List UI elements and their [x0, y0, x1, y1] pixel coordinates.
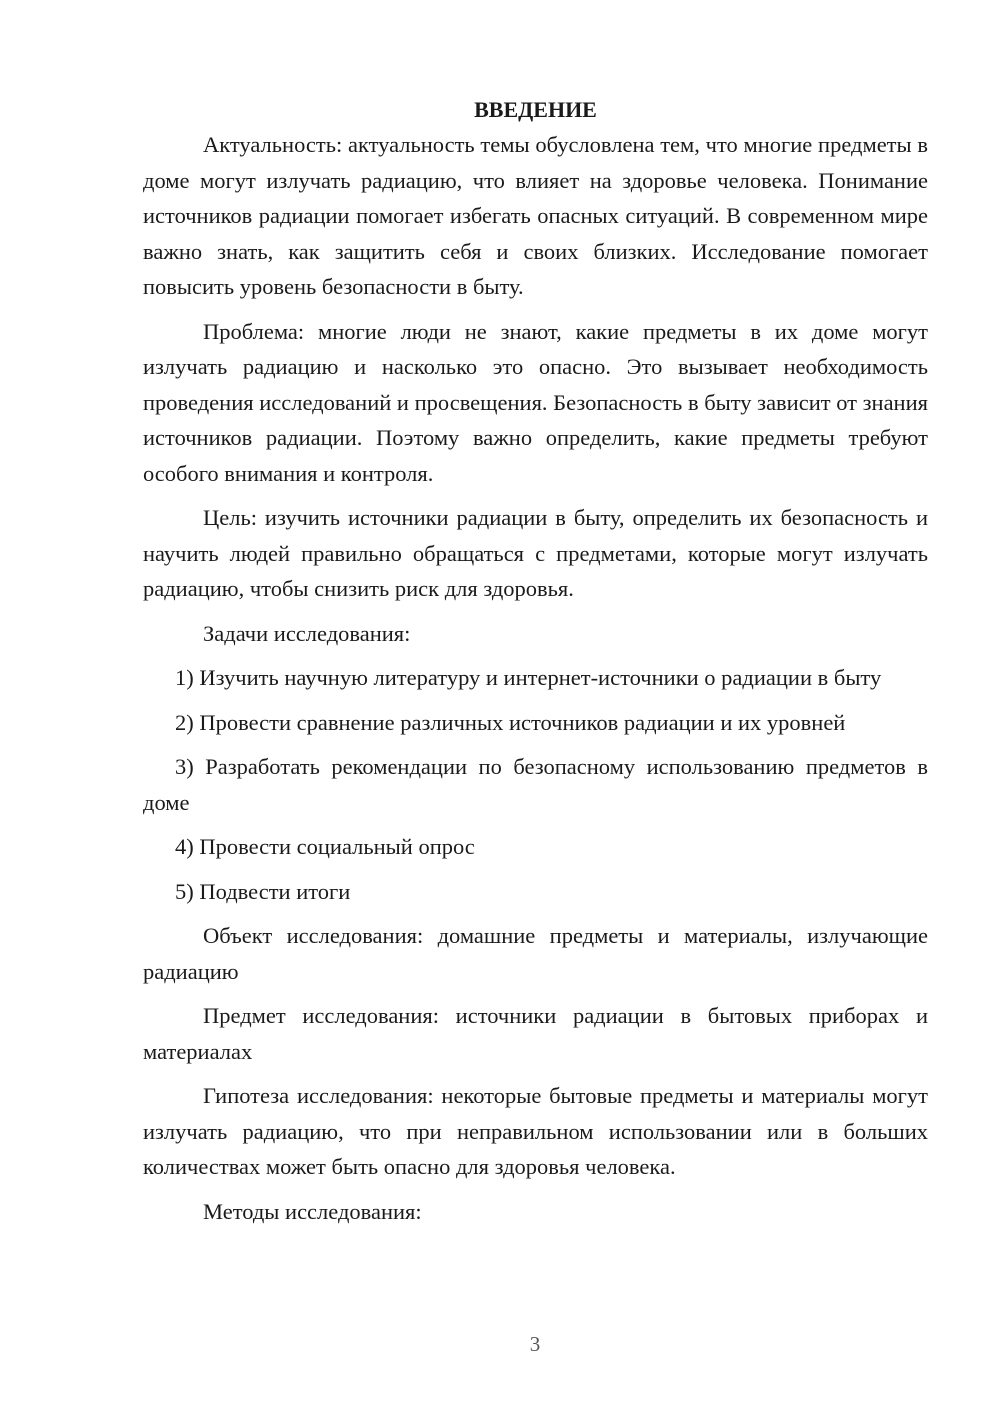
goal-paragraph: Цель: изучить источники радиации в быту, определить их безопасность и научить людей правильно обращаться с предметами, которые могут излучать радиацию, чтобы снизить риск для здоровья.: [143, 505, 928, 601]
object-paragraph: Объект исследования: домашние предметы и материалы, излучающие радиацию: [143, 923, 928, 984]
task-item-1: 1) Изучить научную литературу и интернет-источники о радиации в быту: [175, 665, 882, 690]
page-content: [143, 92, 928, 1238]
task-item-2: 2) Провести сравнение различных источников радиации и их уровней: [175, 709, 846, 735]
task-item-3: 3) Разработать рекомендации по безопасному использованию предметов в доме: [143, 754, 928, 815]
page-number: 3: [529, 1332, 541, 1356]
relevance-paragraph: Актуальность: актуальность темы обусловлена тем, что многие предметы в доме могут излучать радиацию, что влияет на здоровье человека. Понимание источников радиации помогает избегать опасных ситуаций. В современном мире важно знать, как защитить себя и своих близких. Исследование помогает повысить уровень безопасности в быту.: [143, 132, 928, 299]
task-item-4: 4) Провести социальный опрос: [175, 834, 475, 859]
problem-paragraph: Проблема: многие люди не знают, какие предметы в их доме могут излучать радиацию и насколько это опасно. Это вызывает необходимость проведения исследований и просвещения. Безопасность в быту зависит от знания источников радиации. Поэтому важно определить, какие предметы требуют особого внимания и контроля.: [143, 318, 928, 486]
task-item-5: 5) Подвести итоги: [175, 878, 351, 904]
subject-paragraph: Предмет исследования: источники радиации в бытовых приборах и материалах: [143, 1003, 928, 1064]
section-heading: ВВЕДЕНИЕ: [474, 97, 597, 122]
hypothesis-paragraph: Гипотеза исследования: некоторые бытовые предметы и материалы могут излучать радиацию, что при неправильном использовании или в больших количествах может быть опасно для здоровья человека.: [143, 1083, 928, 1179]
tasks-title: Задачи исследования:: [203, 620, 411, 646]
methods-paragraph: Методы исследования:: [203, 1198, 422, 1224]
